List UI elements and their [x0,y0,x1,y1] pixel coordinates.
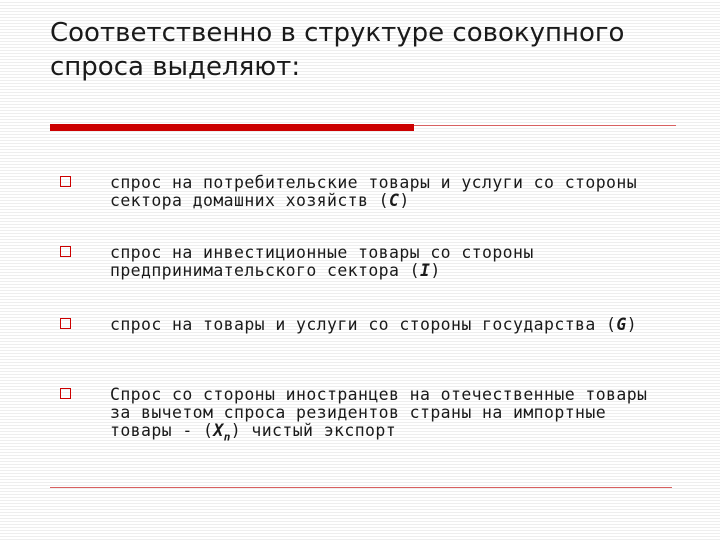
symbol-x-subscript: n [223,430,231,444]
bullet-text-close: ) [626,315,638,334]
slide-title-line-1: Соответственно в структуре совокупного [50,18,625,48]
bullet-text-close: ) [430,261,441,280]
bullet-text-body: спрос на товары и услуги со стороны государства ( [110,315,617,334]
slide-title [50,16,690,84]
square-bullet-icon [60,388,71,399]
bullet-text [110,385,670,444]
title-divider-accent [50,124,414,131]
square-bullet-icon [60,318,71,329]
square-bullet-icon [60,246,71,257]
bullet-text [110,174,670,210]
bullet-text-body: спрос на инвестиционные товары со стороны предпринимательского сектора ( [110,243,534,280]
bullet-text [110,244,670,280]
footer-divider-line [50,487,672,488]
bullet-text-body: Спрос со стороны иностранцев на отечественные товары за вычетом спроса резидентов страны на импортные товары - ( [110,385,648,440]
bullet-text-close: ) [399,191,410,210]
bullet-text [110,316,670,334]
slide-title-line-2: спроса выделяют: [50,52,301,82]
symbol-g: G [616,315,627,334]
symbol-c: C [389,191,400,210]
square-bullet-icon [60,176,71,187]
symbol-x: X [213,421,224,440]
bullet-text-close: ) чистый экспорт [230,421,397,440]
symbol-i: I [420,261,431,280]
title-divider-line [414,125,676,126]
bullet-text-body: спрос на потребительские товары и услуги со стороны сектора домашних хозяйств ( [110,173,638,210]
